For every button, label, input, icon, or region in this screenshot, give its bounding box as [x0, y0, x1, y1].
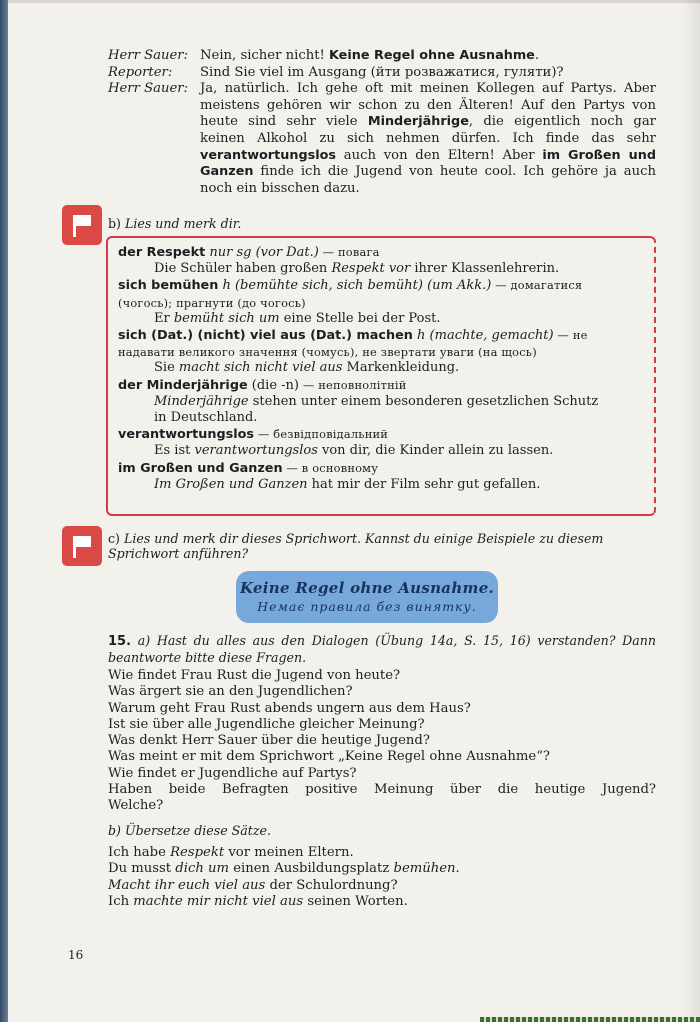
- vocab-word: der Respekt: [118, 245, 206, 260]
- question: Wie findet er Jugendliche auf Partys?: [108, 765, 357, 781]
- sentence: [108, 861, 656, 877]
- page-shadow: [682, 0, 700, 1022]
- italic-phrase: dich um: [175, 861, 230, 877]
- text-run: einen Ausbildungsplatz: [229, 861, 394, 877]
- bold-term: verantwortungslos: [200, 147, 337, 163]
- italic-phrase: macht sich nicht viel aus: [178, 360, 343, 376]
- dialog-line: [108, 48, 656, 65]
- italic-phrase: Respekt vor: [331, 261, 411, 277]
- vocab-grammar: nur sg (vor Dat.): [205, 245, 319, 260]
- exercise-15b-heading: b) Übersetze diese Sätze.: [108, 822, 271, 838]
- proverb-box: [236, 571, 498, 623]
- task-c-text: Lies und merk dir dieses Sprichwort. Kannst du einige Beispiele zu diesem Sprichwort anführen?: [108, 531, 604, 561]
- vocab-grammar: (die -n): [247, 377, 300, 393]
- exercise-number: 15.: [108, 634, 132, 649]
- book-spine-edge: [0, 0, 8, 1022]
- vocab-entry: [118, 327, 644, 344]
- italic-phrase: Minderjährige: [154, 393, 249, 409]
- dialog-text: [200, 48, 656, 65]
- vocab-word: sich (Dat.) (nicht) viel aus (Dat.) machen: [118, 328, 413, 344]
- text-run: auch von den Eltern! Aber: [336, 147, 543, 163]
- vocab-entry: [118, 460, 644, 477]
- vocab-translation: — безвідповідальний: [254, 427, 389, 442]
- bold-term: Keine Regel ohne Ausnahme: [328, 48, 535, 63]
- dialog-speaker: Herr Sauer:: [108, 48, 189, 63]
- vocab-example: [118, 360, 644, 376]
- vocab-word: der Minderjährige: [118, 377, 248, 393]
- text-run: hat mir der Film sehr gut gefallen.: [307, 476, 541, 492]
- italic-phrase: machte mir nicht viel aus: [133, 893, 304, 909]
- vocab-grammar: h (bemühte sich, sich bemüht) (um Akk.): [218, 278, 492, 294]
- page-number: 16: [68, 948, 84, 962]
- text-run: .: [534, 48, 540, 63]
- vocab-translation: — повага: [318, 245, 380, 259]
- vocab-example: [118, 261, 644, 277]
- vocab-translation: — домагатися: [491, 278, 583, 293]
- task-b-letter: b): [108, 216, 121, 231]
- vocab-word: verantwortungslos: [118, 427, 255, 443]
- exercise-15: [108, 633, 656, 910]
- text-run: .: [455, 861, 460, 877]
- sentence: [108, 894, 656, 910]
- italic-phrase: Macht ihr euch viel aus: [108, 877, 266, 893]
- sentence: [108, 878, 656, 894]
- exercise-letter: a): [131, 633, 151, 648]
- vocab-entry: [118, 426, 644, 443]
- dialog-text: [200, 81, 656, 197]
- page-bottom-strip: [480, 1017, 700, 1022]
- bold-term: Minderjährige: [367, 114, 469, 130]
- italic-phrase: Im Großen und Ganzen: [154, 476, 308, 492]
- text-run: Ich: [108, 893, 134, 909]
- vocab-example: [118, 394, 644, 410]
- question: Wie findet Frau Rust die Jugend von heute?: [108, 668, 401, 683]
- question: Ist sie über alle Jugendliche gleicher Meinung?: [108, 716, 425, 732]
- vocab-example: [118, 311, 644, 327]
- vocab-word: sich bemühen: [118, 278, 219, 294]
- task-c-label: [108, 531, 656, 561]
- proverb-ukrainian: Немає правила без винятку.: [257, 599, 477, 614]
- task-b-label: [108, 216, 241, 231]
- vocabulary-box: [106, 236, 656, 516]
- task-c-letter: c): [108, 531, 120, 546]
- question: Haben beide Befragten positive Meinung über die heutige Jugend?: [108, 782, 656, 798]
- sentence: [108, 845, 656, 861]
- text-run: Du musst: [108, 861, 176, 877]
- vocab-grammar: h (machte, gemacht): [412, 328, 554, 344]
- italic-phrase: verantwortungslos: [194, 443, 318, 459]
- text-run: der Schulordnung?: [265, 877, 398, 893]
- text-run: Sie: [154, 360, 179, 376]
- dialog-speaker: Reporter:: [108, 64, 173, 80]
- exercise-15-heading: [108, 633, 656, 665]
- task-b-text: Lies und merk dir.: [125, 216, 242, 231]
- dialog-line: [108, 81, 656, 197]
- vocab-example: [118, 443, 644, 459]
- text-run: finde ich die Jugend von heute cool. Ich gehöre ja auch noch ein bisschen dazu.: [200, 164, 656, 196]
- dialog-line: [108, 65, 656, 82]
- italic-phrase: bemühen: [393, 861, 456, 877]
- vocab-entry: [118, 244, 644, 261]
- text-run: stehen unter einem besonderen gesetzlichen Schutz: [248, 393, 599, 409]
- exercise-instruction: Hast du alles aus den Dialogen (Übung 14a, S. 15, 16) verstanden? Dann beantworte bitte diese Fragen.: [108, 633, 656, 665]
- text-run: vor meinen Eltern.: [224, 844, 354, 860]
- text-run: Die Schüler haben großen: [154, 261, 332, 277]
- vocab-entry: [118, 377, 644, 394]
- text-run: ihrer Klassenlehrerin.: [410, 261, 560, 277]
- dialog-section: [108, 48, 656, 197]
- vocab-translation: — неповнолітній: [299, 377, 407, 392]
- vocab-entry: [118, 277, 644, 294]
- proverb-german: Keine Regel ohne Ausnahme.: [239, 579, 495, 597]
- question: Was denkt Herr Sauer über die heutige Jugend?: [108, 733, 430, 749]
- vocab-word: im Großen und Ganzen: [118, 460, 283, 476]
- flag-icon: [62, 526, 102, 566]
- italic-phrase: bemüht sich um: [173, 310, 280, 326]
- bold-term: im Großen und Ganzen: [200, 147, 656, 180]
- text-run: seinen Worten.: [303, 893, 408, 909]
- text-run: von dir, die Kinder allein zu lassen.: [317, 443, 554, 459]
- text-run: Markenkleidung.: [342, 360, 460, 376]
- text-run: eine Stelle bei der Post.: [279, 310, 441, 326]
- text-run: , die eigentlich noch gar keinen Alkohol zu sich nehmen dürfen. Ich finde das sehr: [200, 114, 656, 146]
- text-run: Ich habe: [108, 844, 171, 860]
- dialog-text: [200, 65, 656, 82]
- text-run: Nein, sicher nicht!: [200, 48, 329, 63]
- vocab-translation-cont: (чогось); прагнути (до чогось): [118, 295, 306, 310]
- dialog-speaker: Herr Sauer:: [108, 81, 189, 97]
- vocab-example-cont: in Deutschland.: [154, 410, 258, 426]
- text-run: Es ist: [154, 443, 195, 459]
- question: Warum geht Frau Rust abends ungern aus dem Haus?: [108, 700, 471, 716]
- question: Was meint er mit dem Sprichwort „Keine Regel ohne Ausnahme“?: [108, 749, 551, 765]
- vocab-translation-cont: надавати великого значення (чомусь), не звертати уваги (на щось): [118, 345, 537, 360]
- text-run: Er: [154, 310, 174, 326]
- question: Was ärgert sie an den Jugendlichen?: [108, 684, 353, 700]
- text-run: Sind Sie viel im Ausgang (йти розважатися, гуляти)?: [200, 64, 564, 80]
- italic-phrase: Respekt: [170, 844, 225, 860]
- text-run: Ja, natürlich. Ich gehe oft mit meinen Kollegen auf Partys. Aber meistens gehören wir schon zu den Älteren! Auf den Partys von heute sind sehr viele: [200, 81, 656, 130]
- flag-icon: [62, 205, 102, 245]
- question: Welche?: [108, 798, 164, 814]
- vocab-translation: — не: [553, 328, 588, 343]
- page-top-edge: [0, 0, 700, 3]
- vocab-example: [118, 477, 644, 493]
- vocab-translation: — в основному: [282, 460, 379, 475]
